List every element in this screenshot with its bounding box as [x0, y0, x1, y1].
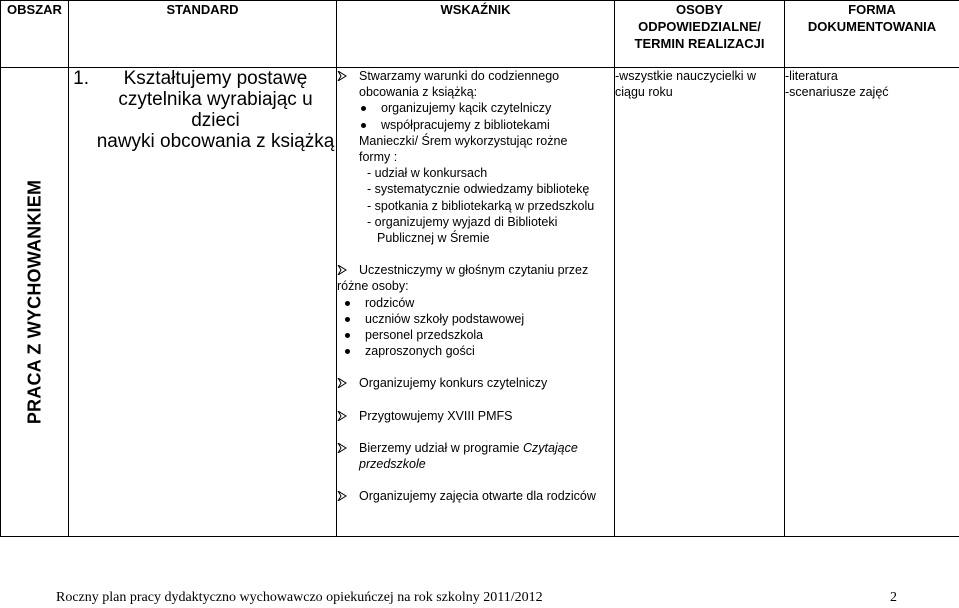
- list-item: [337, 262, 614, 278]
- arrow-bullet-icon: [337, 262, 359, 275]
- list-item: [337, 440, 614, 472]
- wskaznik-cell: [337, 68, 615, 537]
- dot-bullet-icon: [357, 117, 381, 133]
- list-item: [337, 117, 614, 133]
- header-wskaznik: WSKAŹNIK: [337, 1, 615, 68]
- standard-text-line: Kształtujemy postawę: [123, 68, 308, 89]
- forma-text: -scenariusze zajęć: [785, 85, 889, 99]
- item-text: obcowania z książką:: [359, 85, 478, 100]
- header-osoby-line1: OSOBY ODPOWIEDZIALNE/: [638, 2, 761, 34]
- table-row: [1, 68, 959, 537]
- standard-text-line: czytelnika wyrabiając u dzieci: [118, 89, 313, 131]
- list-item: [337, 408, 614, 424]
- dot-bullet-icon: [341, 311, 365, 327]
- list-item: [337, 68, 614, 100]
- standard-number: 1.: [73, 68, 89, 89]
- list-item: [337, 295, 614, 311]
- header-osoby-line2: TERMIN REALIZACJI: [634, 36, 765, 51]
- header-obszar: OBSZAR: [1, 1, 69, 68]
- arrow-bullet-icon: [337, 68, 359, 81]
- osoby-cell: [615, 68, 785, 537]
- item-text: - spotkania z bibliotekarką w przedszkolu: [367, 198, 595, 213]
- list-item: [337, 488, 614, 504]
- standard-line: [69, 89, 336, 131]
- osoby-text: ciągu roku: [615, 85, 673, 99]
- item-text-italic: przedszkole: [359, 457, 426, 472]
- item-text: Uczestniczymy w głośnym czytaniu przez: [359, 263, 589, 278]
- item-text-italic: Czytające: [522, 440, 578, 455]
- arrow-bullet-icon: [337, 488, 359, 501]
- header-forma-line2: DOKUMENTOWANIA: [807, 19, 937, 34]
- standard-text-line: nawyki obcowania z książką: [96, 131, 335, 152]
- item-text: personel przedszkola: [365, 328, 484, 343]
- header-forma: [785, 1, 959, 68]
- list-item: [337, 375, 614, 391]
- item-text: - udział w konkursach: [367, 166, 488, 181]
- forma-cell: [785, 68, 959, 537]
- standard-line: [69, 131, 336, 152]
- osoby-text: -wszystkie nauczycielki w: [615, 69, 757, 83]
- arrow-bullet-icon: [337, 440, 359, 453]
- list-item: [337, 100, 614, 116]
- header-standard: STANDARD: [69, 1, 337, 68]
- header-forma-line1: FORMA: [848, 2, 896, 17]
- item-text: różne osoby:: [337, 279, 409, 294]
- forma-text: -literatura: [785, 69, 838, 83]
- header-osoby: [615, 1, 785, 68]
- item-text: Organizujemy konkurs czytelniczy: [359, 376, 548, 391]
- item-text: Przygtowujemy XVIII PMFS: [359, 408, 513, 423]
- arrow-bullet-icon: [337, 375, 359, 388]
- page-number: 2: [890, 590, 897, 605]
- item-text: uczniów szkoły podstawowej: [365, 311, 525, 326]
- item-text: Publicznej w Śremie: [377, 231, 490, 246]
- footer-text: Roczny plan pracy dydaktyczno wychowawczo opiekuńczej na rok szkolny 2011/2012: [56, 590, 543, 605]
- item-text: współpracujemy z bibliotekami: [381, 117, 550, 132]
- item-text: Organizujemy zajęcia otwarte dla rodziców: [359, 489, 596, 504]
- item-text: - organizujemy wyjazd di Biblioteki: [367, 214, 558, 229]
- obszar-label: PRACA Z WYCHOWANKIEM: [24, 179, 44, 425]
- obszar-cell: [1, 68, 69, 537]
- list-item: [337, 343, 614, 359]
- item-text: Bierzemy udział w programie: [359, 440, 523, 455]
- item-text: Stwarzamy warunki do codziennego: [359, 69, 560, 83]
- list-item: [337, 327, 614, 343]
- standard-line: [69, 68, 336, 89]
- item-text: - systematycznie odwiedzamy bibliotekę: [367, 182, 590, 197]
- header-row: [1, 1, 959, 68]
- dot-bullet-icon: [341, 343, 365, 359]
- item-text: zaproszonych gości: [365, 344, 475, 359]
- item-text: organizujemy kącik czytelniczy: [381, 101, 552, 116]
- page-footer: [0, 590, 959, 608]
- dot-bullet-icon: [357, 100, 381, 116]
- item-text: rodziców: [365, 295, 415, 310]
- list-item: [337, 311, 614, 327]
- item-text: formy :: [359, 150, 398, 165]
- item-text: Manieczki/ Śrem wykorzystując rożne: [359, 133, 568, 148]
- dot-bullet-icon: [341, 327, 365, 343]
- dot-bullet-icon: [341, 295, 365, 311]
- standard-cell: [69, 68, 337, 537]
- arrow-bullet-icon: [337, 408, 359, 421]
